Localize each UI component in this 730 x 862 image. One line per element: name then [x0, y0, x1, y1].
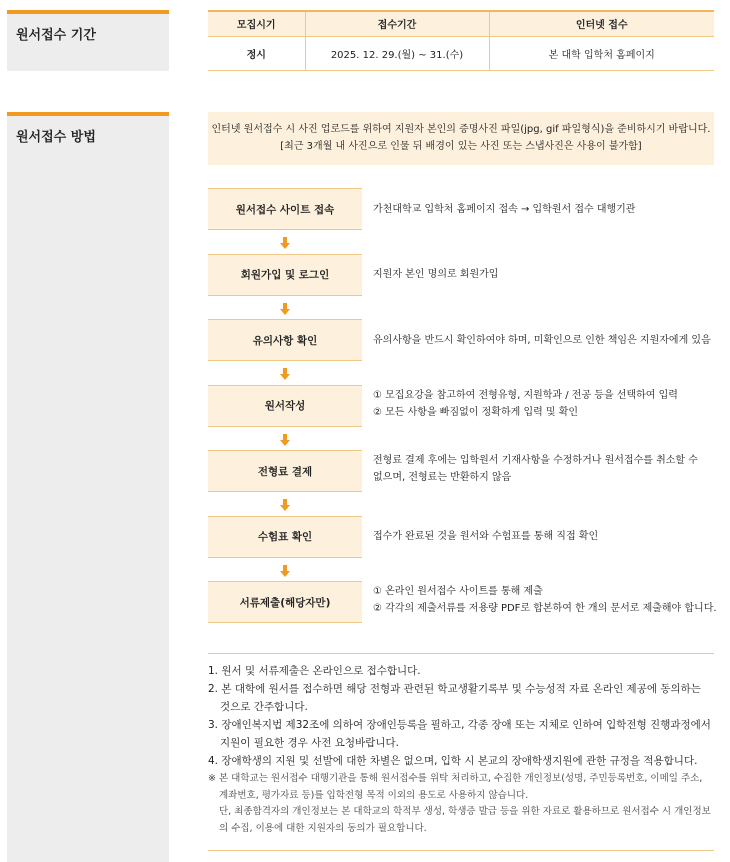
arrow-down-icon: [280, 303, 290, 315]
note-item: 1. 원서 및 서류제출은 온라인으로 접수합니다.: [208, 665, 421, 677]
section-label-method: [7, 112, 169, 862]
step-box: 서류제출(해당자만): [208, 581, 362, 623]
arrow-down-icon: [280, 237, 290, 249]
step-description-line: 지원자 본인 명의로 회원가입: [373, 269, 499, 280]
step-box: 원서작성: [208, 385, 362, 427]
step-description-line: ② 모든 사항을 빠짐없이 정확하게 입력 및 확인: [373, 406, 579, 418]
table-row: [208, 36, 714, 70]
step-box: 수험표 확인: [208, 516, 362, 558]
step-description: [373, 332, 718, 349]
header-cell: 모집시기: [208, 11, 305, 36]
step-description: [373, 266, 718, 283]
header-cell: 접수기간: [305, 11, 489, 36]
step-box: 유의사항 확인: [208, 319, 362, 361]
step-description: [373, 201, 718, 218]
note-item: 3. 장애인복지법 제32조에 의하여 장애인등록을 필하고, 각종 장애 또는 지체로 인하여 입학전형 진행과정에서 지원이 필요한 경우 사전 요청바랍니다.: [208, 719, 711, 749]
step-description: [373, 528, 718, 545]
step-box: 전형료 결제: [208, 450, 362, 492]
step-description: [373, 452, 718, 486]
arrow-down-icon: [280, 368, 290, 380]
step-description-line: 없으며, 전형료는 반환하지 않음: [373, 472, 512, 483]
section-label-period: [7, 10, 169, 71]
period-table: [208, 10, 714, 71]
arrow-down-icon: [280, 565, 290, 577]
privacy-note: ※ 본 대학교는 원서접수 대행기관을 통해 원서접수를 위탁 처리하고, 수집한 개인정보(성명, 주민등록번호, 이메일 주소, 계좌번호, 평가자료 등)를 입학전형 목적 이외의 용도로 사용하지 않습니다.: [208, 773, 703, 801]
note-item: 4. 장애학생의 지원 및 선발에 대한 차별은 없으며, 입학 시 본교의 장애학생지원에 관한 규정을 적용합니다.: [208, 755, 698, 767]
table-cell: 본 대학 입학처 홈페이지: [489, 36, 714, 70]
note-item: 2. 본 대학에 원서를 접수하면 해당 전형과 관련된 학교생활기록부 및 수능성적 자료 온라인 제공에 동의하는 것으로 간주합니다.: [208, 683, 701, 713]
notice-line: 인터넷 원서접수 시 사진 업로드를 위하여 지원자 본인의 증명사진 파일(jpg, gif 파일형식)을 준비하시기 바랍니다.: [211, 124, 711, 135]
privacy-note-sub: 단, 최종합격자의 개인정보는 본 대학교의 학적부 생성, 학생증 발급 등을 위한 자료로 활용하므로 원서접수 시 개인정보의 수집, 이용에 대한 지원자의 동의가 필요합니다.: [219, 806, 711, 834]
step-description-line: 접수가 완료된 것을 원서와 수험표를 통해 직접 확인: [373, 531, 599, 542]
table-cell: 정시: [208, 36, 305, 70]
arrow-down-icon: [280, 499, 290, 511]
notes-box: [208, 653, 714, 851]
step-description-line: 가천대학교 입학처 홈페이지 접속 → 입학원서 접수 대행기관: [373, 203, 636, 215]
step-description-line: ① 온라인 원서접수 사이트를 통해 제출: [373, 586, 543, 597]
table-header-row: [208, 11, 714, 36]
step-description-line: 전형료 결제 후에는 입학원서 기재사항을 수정하거나 원서접수를 취소할 수: [373, 455, 698, 466]
step-description: [373, 387, 718, 421]
table-cell: 2025. 12. 29.(월) ~ 31.(수): [305, 36, 489, 70]
step-description: [373, 583, 718, 617]
arrow-down-icon: [280, 434, 290, 446]
photo-notice: [208, 112, 714, 165]
section-title: 원서접수 기간: [16, 28, 96, 43]
step-description-line: ① 모집요강을 참고하여 전형유형, 지원학과 / 전공 등을 선택하여 입력: [373, 389, 678, 401]
header-cell: 인터넷 접수: [489, 11, 714, 36]
notice-line: [최근 3개월 내 사진으로 인물 뒤 배경이 있는 사진 또는 스냅사진은 사용이 불가함]: [280, 141, 642, 152]
section-title: 원서접수 방법: [16, 130, 96, 145]
step-box: 원서접수 사이트 접속: [208, 188, 362, 230]
step-description-line: ② 각각의 제출서류를 저용량 PDF로 합본하여 한 개의 문서로 제출해야 합니다.: [373, 603, 717, 614]
step-description-line: 유의사항을 반드시 확인하여야 하며, 미확인으로 인한 책임은 지원자에게 있음: [373, 334, 711, 346]
step-box: 회원가입 및 로그인: [208, 254, 362, 296]
